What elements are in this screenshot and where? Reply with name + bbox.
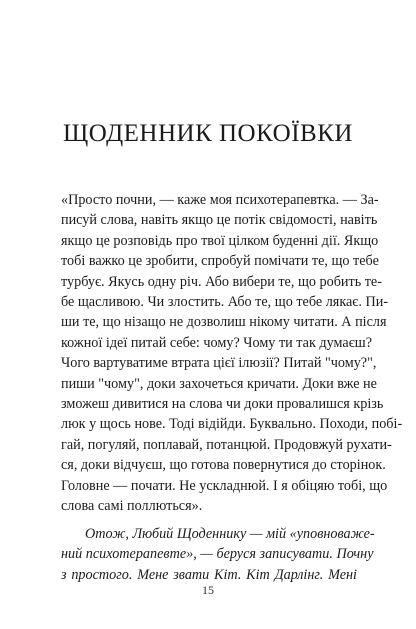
text-line: ся, доки відчуєш, що готова повернутися до сторінок.: [61, 457, 386, 474]
text-line: ши те, що нізащо не дозволиш нікому читати. А після: [61, 314, 387, 331]
text-line: «Просто почни, — каже моя психотерапевтка. — За-: [61, 192, 379, 208]
chapter-title: ЩОДЕННИК ПОКОЇВКИ: [63, 120, 353, 147]
text-line: люк у щось нове. Тоді відійди. Буквально. Походи, побі-: [61, 416, 403, 433]
text-line: бе щасливою. Чи злостить. Або те, що тебе лякає. Пи-: [61, 294, 389, 311]
body-paragraph: [61, 190, 403, 517]
text-line: з простого. Мене звати Кіт. Кіт Дарлінг. Мені: [61, 566, 357, 583]
text-line: ний психотерапевте», — беруся записувати. Почну: [61, 546, 374, 563]
text-line: Чого вартуватиме втрата цієї ілюзії? Питай "чому?",: [61, 355, 377, 372]
text-line: писуй слова, навіть якщо це потік свідомості, навіть: [61, 212, 378, 229]
text-line: пиши "чому", доки захочеться кричати. Доки вже не: [61, 375, 377, 392]
text-line: тобі важко це зробити, спробуй помічати те, що тебе: [61, 253, 379, 270]
text-line: якщо це розповідь про твої цілком буденні дії. Якщо: [61, 232, 379, 249]
text-line: слова самі поллються».: [61, 498, 203, 515]
text-line: кожної ідеї питай себе: чому? Чому ти так думаєш?: [61, 334, 373, 351]
italic-paragraph: [61, 524, 375, 585]
text-line: Головне — почати. Не ускладнюй. І я обіцяю тобі, що: [61, 477, 388, 494]
text-line: турбує. Якусь одну річ. Або вибери те, що робить те-: [61, 273, 382, 290]
text-line: гай, погуляй, поплавай, потанцюй. Продовжуй рухати-: [61, 436, 392, 453]
text-line: зможеш дивитися на слова чи доки провалишся крізь: [61, 396, 384, 413]
text-line: Отож, Любий Щоденнику — мій «уповноваже-: [85, 526, 375, 542]
page-number: 15: [202, 583, 214, 597]
